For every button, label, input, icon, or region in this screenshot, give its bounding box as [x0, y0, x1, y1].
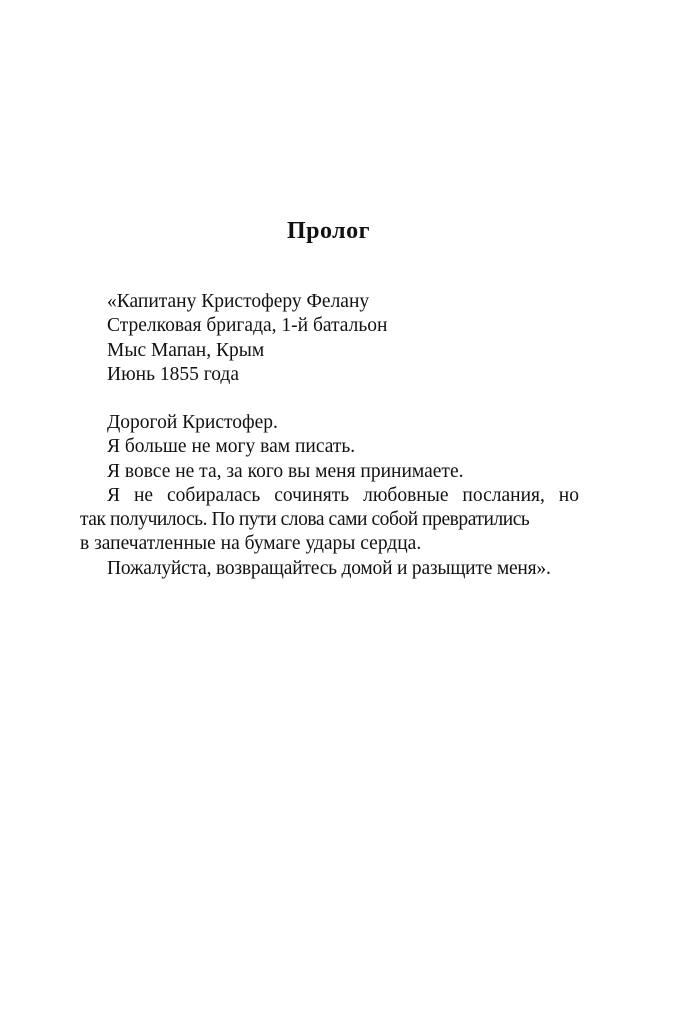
letter-line: Я не собиралась сочинять любовные послания, но	[107, 484, 579, 506]
letter-line: Я вовсе не та, за кого вы меня принимаете.	[107, 460, 464, 482]
letter-closing-line: Пожалуйста, возвращайтесь домой и разыщите меня».	[107, 557, 551, 579]
chapter-title	[0, 218, 691, 245]
letter-body	[80, 411, 579, 581]
address-line-date: Июнь 1855 года	[107, 363, 240, 385]
address-line-recipient: «Капитану Кристоферу Фелану	[107, 291, 370, 312]
letter-line: Я больше не могу вам писать.	[107, 436, 356, 458]
letter-line: так получилось. По пути слова сами собой превратились	[80, 509, 530, 531]
letter-greeting: Дорогой Кристофер.	[107, 412, 278, 433]
chapter-title-text: Пролог	[286, 218, 371, 244]
letter-address-block	[107, 290, 387, 387]
address-line-unit: Стрелковая бригада, 1-й батальон	[107, 315, 388, 337]
address-line-place: Мыс Мапан, Крым	[107, 339, 265, 361]
letter-line: в запечатленные на бумаге удары сердца.	[80, 533, 422, 555]
